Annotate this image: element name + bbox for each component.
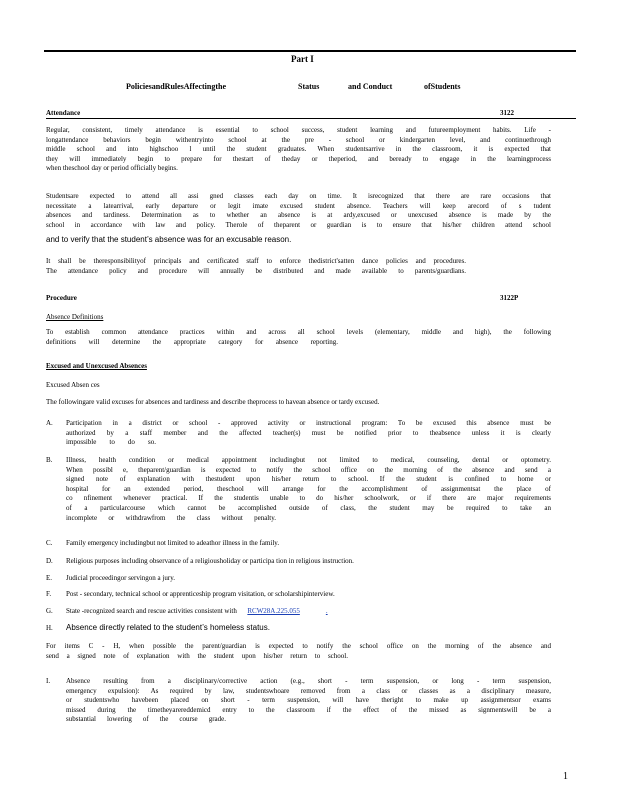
item-h-text: Absence directly related to the student’s homeless status. [66,623,270,632]
excused-intro: The followingare valid excuses for absences and tardiness and describe theprocess to havean absence or tardy excused. [46,398,380,406]
attendance-paragraph-2-sans: and to verify that the student’s absence was for an excusable reason. [46,235,292,244]
text-line: absences and tardiness. Determination as to whether an absence is at ardy,excused or unexcused absence is made by the [46,211,551,220]
text-line: To establish common attendance practices within and across all school levels (elementary, middle and high), the following [46,328,551,336]
text-line: impossible to do so. [66,438,156,447]
text-line: Studentsare expected to attend all assi gned classes each day on time. It isrecognized that there are rare occasions that [46,192,551,200]
part-label: Part I [291,54,314,64]
item-label: A. [46,419,53,427]
item-d-text: Religious purposes including observance of a religiousholiday or participa tion in religious instruction. [66,557,354,565]
procedure-paragraph [46,328,551,347]
excused-unexcused-heading: Excused and Unexcused Absences [46,362,147,370]
item-label: F. [46,590,52,598]
procedure-heading: Procedure [46,294,77,302]
page-number: 1 [563,771,568,782]
item-c-text: Family emergency includingbut not limited to adeathor illness in the family. [66,539,280,547]
text-line: when theschool day or period officially begins. [46,164,178,173]
text-line: When possibl e, theparent/guardian is expected to notify the school office on the morning of the absence and send a [66,465,551,474]
attendance-rule [46,118,576,119]
item-i-text [66,677,551,725]
text-line: Absence resulting from a disciplinary/corrective action (e.g., short - term suspension, or long - term suspension, [66,677,551,685]
top-rule [44,50,576,52]
attendance-paragraph-1 [46,126,551,174]
text-line: For items C - H, when possible the parent/guardian is expected to notify the school office on the morning of the absence and [46,642,551,650]
text-line: definitions will determine the appropriate category for absence reporting. [46,337,338,346]
text-line: they will immediately begin to prepare for thestart of theday or theperiod, and beready to engage in the learningprocess [46,154,551,163]
text-line: send a signed note of explanation with the student upon his/her return to school. [46,651,348,660]
title-policies: PoliciesandRulesAffectingthe [126,82,226,91]
attendance-heading: Attendance [46,109,81,117]
procedure-code: 3122P [500,294,519,302]
rcw-link[interactable]: RCW28A.225.055 [247,607,300,615]
text-line: Illness, health condition or medical appointment includingbut not limited to medical, counseling, dental or optometry. [66,456,551,464]
text-line: The attendance policy and procedure will annually be distributed and made available to parents/guardians. [46,266,466,275]
text-line: substantial lowering of the course grade. [66,715,226,724]
items-c-h-note [46,642,551,661]
item-f-text: Post - secondary, technical school or apprenticeship program visitation, or scholarshipinterview. [66,590,335,598]
text-line: hospital for an extended period, theschool will arrange for the accomplishment of assignmentsat the place of [66,484,551,493]
item-g-body: State -recognized search and rescue activities consistent with [66,607,237,615]
text-line: Participation in a district or school - approved activity or instructional program: To be excused this absence must be [66,419,551,427]
rcw-link-tail[interactable]: . [325,607,328,615]
item-label: C. [46,539,53,547]
text-line: emergency expulsion): As required by law, studentswhoare removed from a class or classes as a disciplinary measure, [66,686,551,695]
text-line: co nfinement whenever practical. If the studentis unable to do his/her schoolwork, or if there are major requirements [66,494,551,503]
text-line: Regular, consistent, timely attendance is essential to school success, student learning and futureemployment habits. Life - [46,126,551,134]
excused-absences-heading: Excused Absen ces [46,381,100,389]
item-g-text [66,607,328,616]
text-line: signed note of explanation with thestudent upon his/her return to school. If the student is confined to home or [66,475,551,484]
text-line: It shall be theresponsibilityof principals and certificated staff to enforce thedistrict'satten dance policies and procedures. [46,257,466,265]
title-conduct: and Conduct [348,82,393,91]
item-a-text [66,419,551,448]
item-label: B. [46,456,53,464]
item-e-text: Judicial proceedingor servingon a jury. [66,574,175,582]
text-line: or studentswho havebeen placed on short - term suspension, will have theright to make up assignmentsor exams [66,696,551,705]
item-label: G. [46,607,53,615]
attendance-code: 3122 [500,109,514,117]
item-b-text [66,456,551,523]
item-label: D. [46,557,53,565]
text-line: school in accordance with law and policy. Therole of theparent or guardian is to ensure that his/her children attend school [46,220,551,229]
attendance-paragraph-2 [46,192,551,230]
item-label: E. [46,574,53,582]
text-line: necessitate a latearrival, early departure or legit imate excused student absence. Teachers will keep arecord of s tudent [46,201,551,210]
item-label: H. [46,624,53,632]
item-label: I. [46,677,51,685]
text-line: authorized by a staff member and the affected teacher(s) must be notified prior to theabsence unless it is clearly [66,428,551,437]
absence-definitions-heading: Absence Definitions [46,313,104,321]
title-status: Status [298,82,320,91]
text-line: incomplete or withdrawfrom the class without penalty. [66,513,276,522]
text-line: middle school and into highschoo l until the student graduates. When studentsarrive in the classroom, it is expected that [46,145,551,154]
attendance-paragraph-3 [46,257,466,276]
text-line: missed during the timetheyarereddemicd entry to the classroom if the effect of the missed as signmentswill be a [66,705,551,714]
title-students: ofStudents [424,82,461,91]
text-line: longattendance behaviors begin withentryinto school at the pre - school or kindergarten level, and continuethrough [46,135,551,144]
text-line: of a particularcourse which cannot be accomplished outside of class, the student may be required to take an [66,503,551,512]
